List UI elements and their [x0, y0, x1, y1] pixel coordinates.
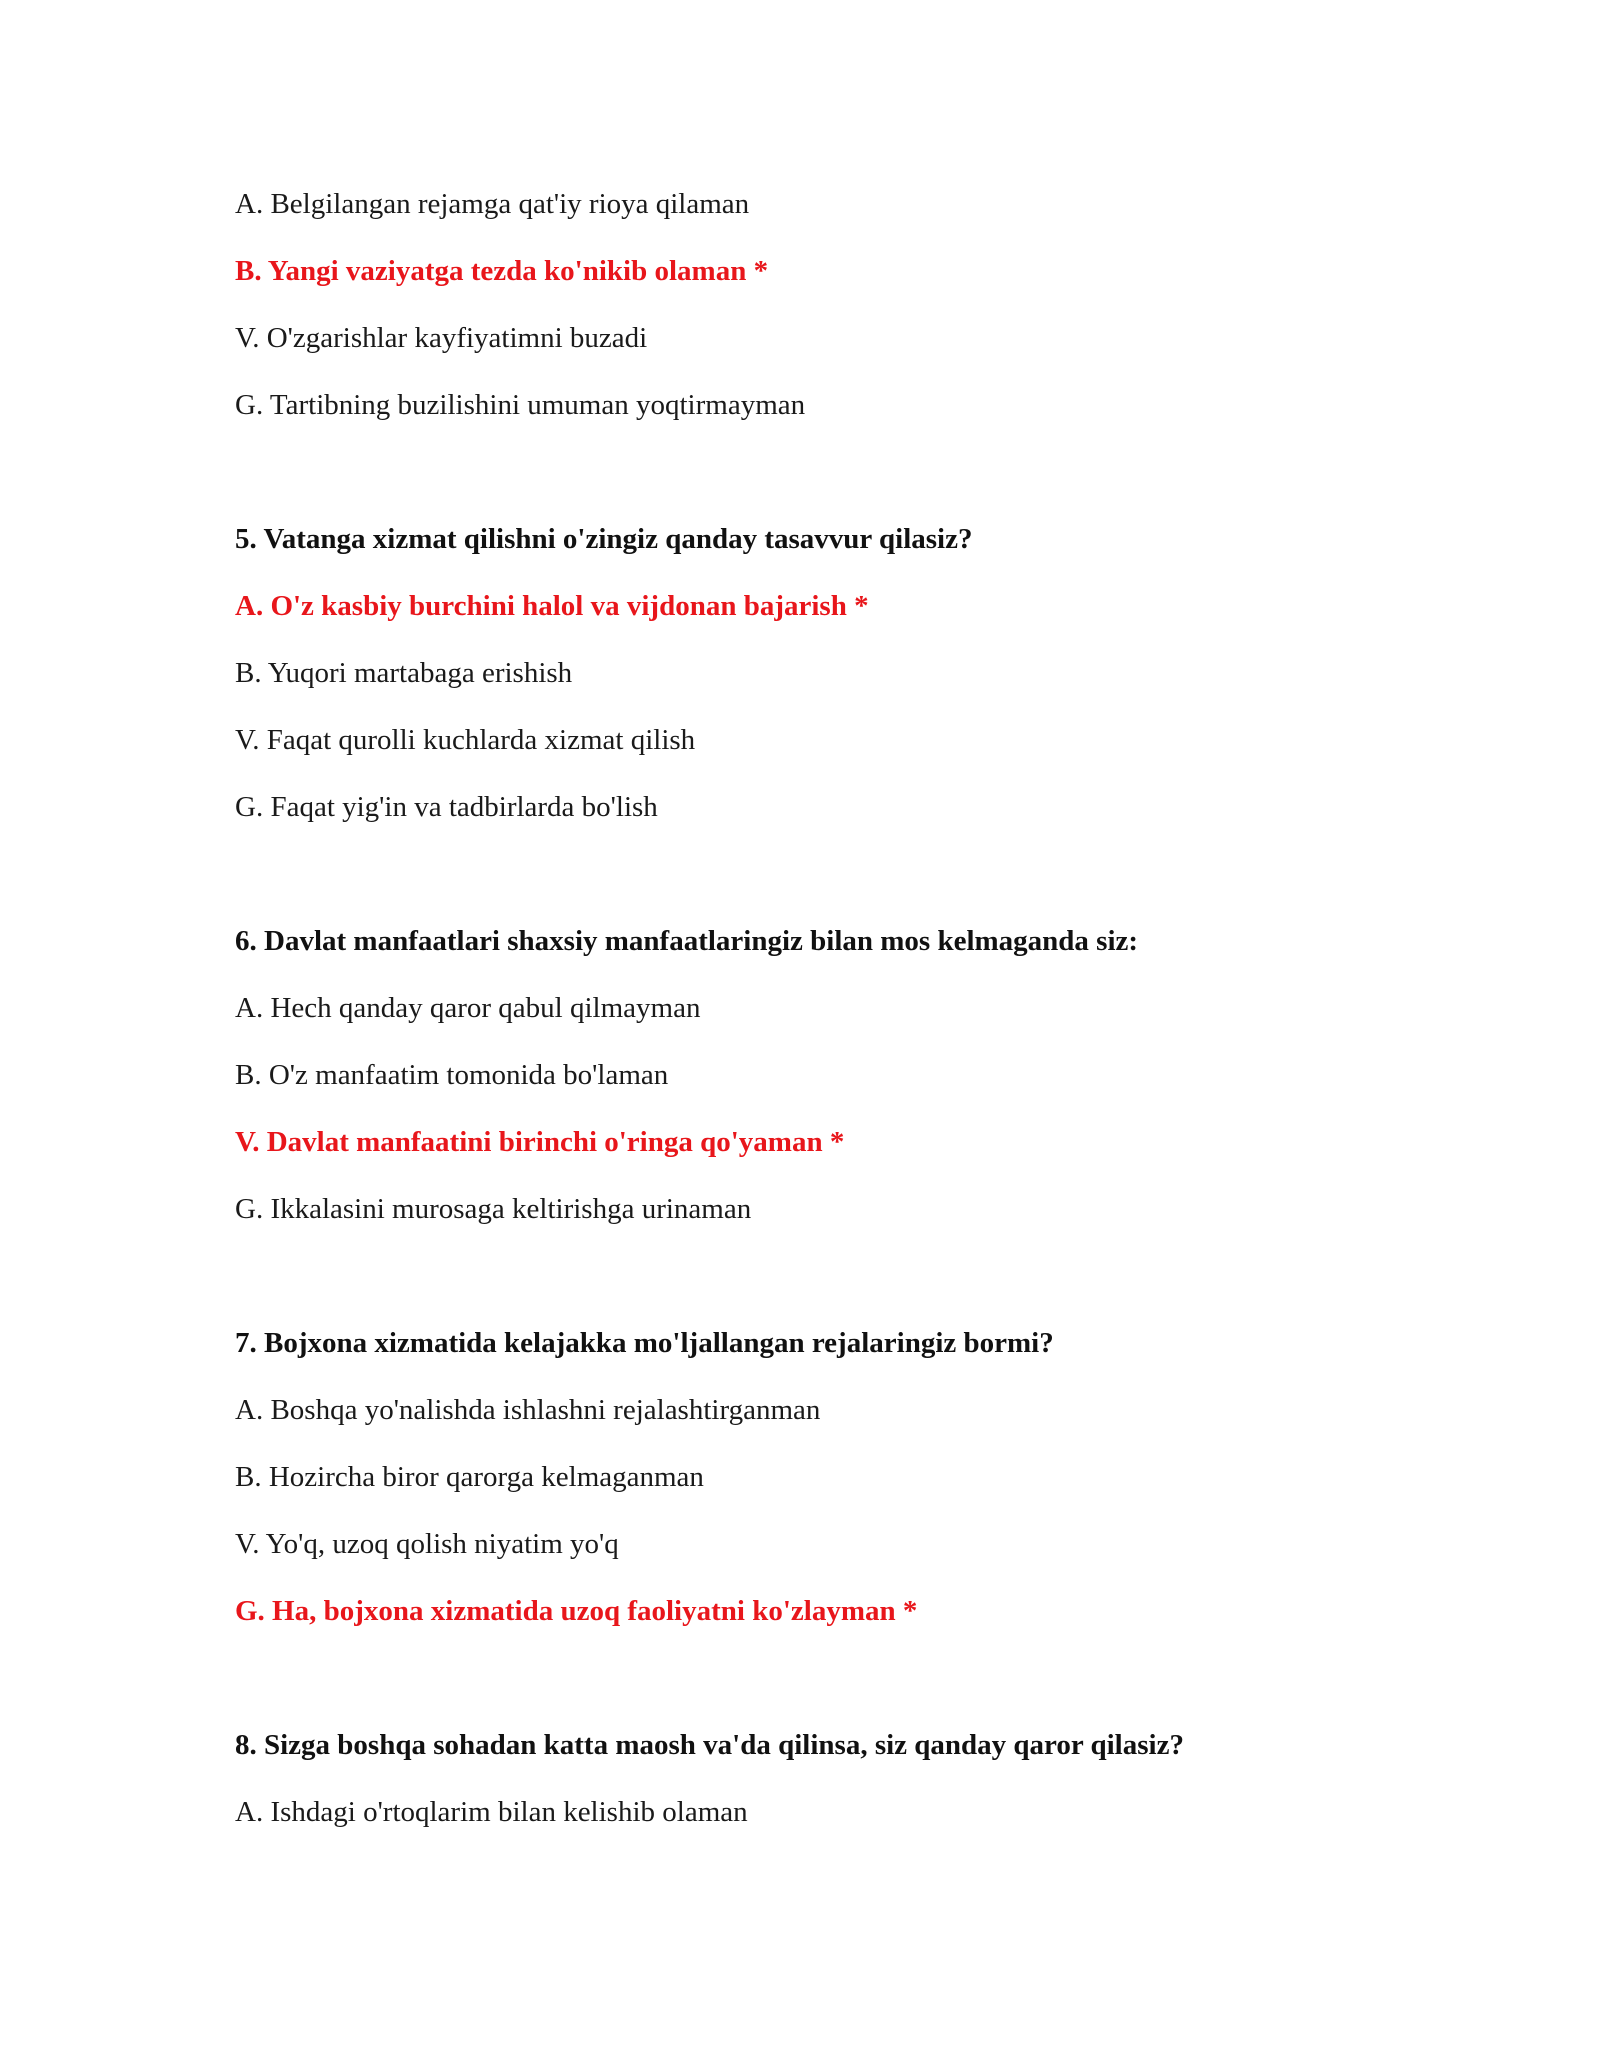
question-5-option-g: G. Faqat yig'in va tadbirlarda bo'lish — [235, 791, 658, 823]
question-7-option-a: A. Boshqa yo'nalishda ishlashni rejalashtirganman — [235, 1394, 821, 1426]
question-6-option-a: A. Hech qanday qaror qabul qilmayman — [235, 992, 701, 1024]
question-6-option-b: B. O'z manfaatim tomonida bo'laman — [235, 1059, 669, 1091]
option-g: G. Tartibning buzilishini umuman yoqtirmayman — [235, 389, 806, 421]
question-8-text: 8. Sizga boshqa sohadan katta maosh va'da qilinsa, siz qanday qaror qilasiz? — [235, 1729, 1184, 1761]
question-8-option-a: A. Ishdagi o'rtoqlarim bilan kelishib olaman — [235, 1796, 748, 1828]
question-7-option-g-correct: G. Ha, bojxona xizmatida uzoq faoliyatni ko'zlayman * — [235, 1595, 918, 1627]
question-5-option-a-correct: A. O'z kasbiy burchini halol va vijdonan bajarish * — [235, 590, 869, 622]
question-7-option-b: B. Hozircha biror qarorga kelmaganman — [235, 1461, 704, 1493]
option-a: A. Belgilangan rejamga qat'iy rioya qilaman — [235, 188, 750, 220]
option-v: V. O'zgarishlar kayfiyatimni buzadi — [235, 322, 648, 354]
question-7-option-v: V. Yo'q, uzoq qolish niyatim yo'q — [235, 1528, 619, 1560]
question-5-option-v: V. Faqat qurolli kuchlarda xizmat qilish — [235, 724, 696, 756]
question-6-option-v-correct: V. Davlat manfaatini birinchi o'ringa qo'yaman * — [235, 1126, 845, 1158]
question-5-option-b: B. Yuqori martabaga erishish — [235, 657, 573, 689]
question-7-text: 7. Bojxona xizmatida kelajakka mo'ljallangan rejalaringiz bormi? — [235, 1327, 1054, 1359]
question-6-option-g: G. Ikkalasini murosaga keltirishga urinaman — [235, 1193, 752, 1225]
question-5-text: 5. Vatanga xizmat qilishni o'zingiz qanday tasavvur qilasiz? — [235, 523, 973, 555]
question-6-text: 6. Davlat manfaatlari shaxsiy manfaatlaringiz bilan mos kelmaganda siz: — [235, 925, 1139, 957]
option-b-correct: B. Yangi vaziyatga tezda ko'nikib olaman * — [235, 255, 769, 287]
